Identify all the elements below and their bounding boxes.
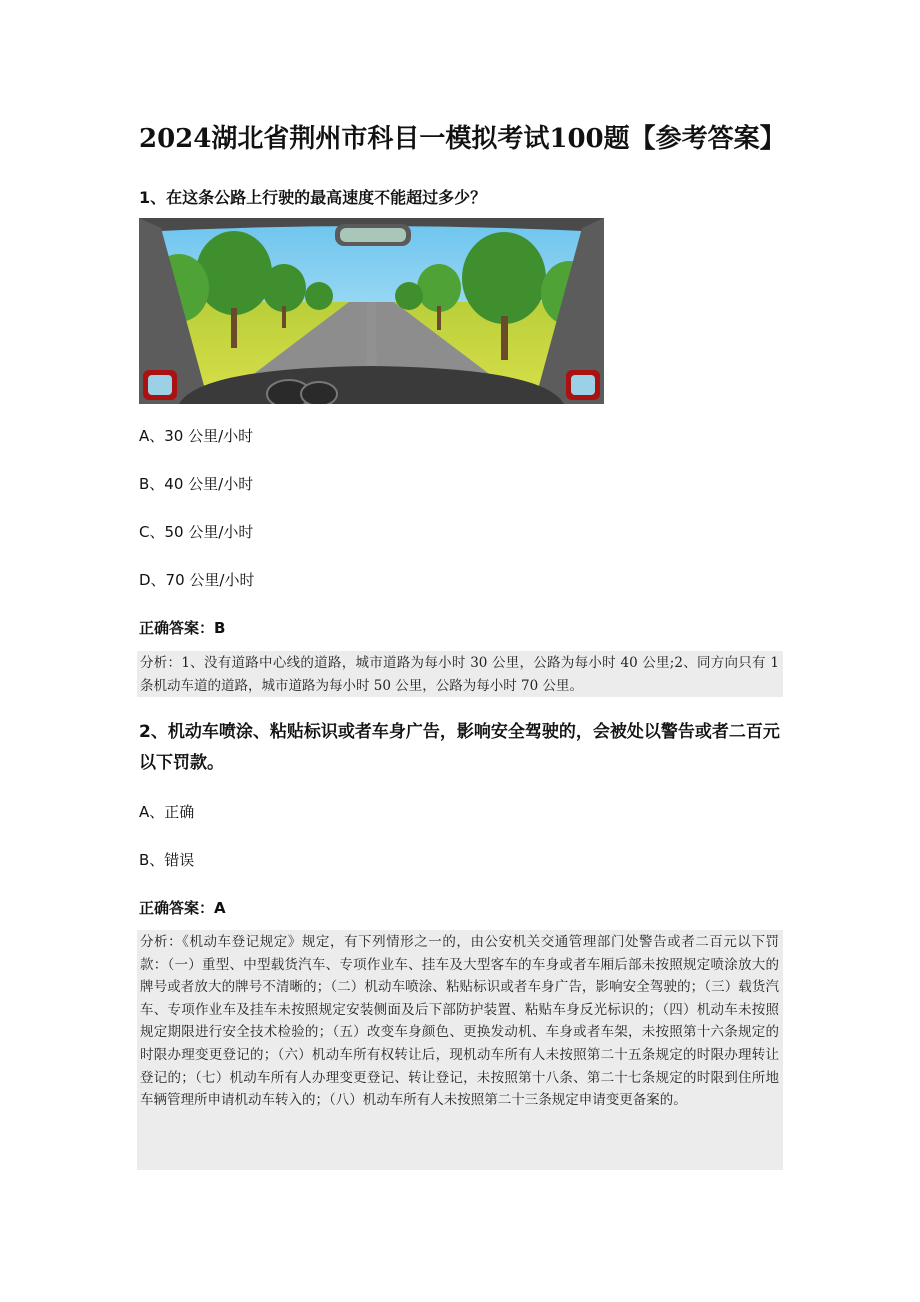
question-2-prompt: 2、机动车喷涂、粘贴标识或者车身广告，影响安全驾驶的，会被处以警告或者二百元以下罚款。: [139, 722, 780, 773]
question-1-prompt: 1、在这条公路上行驶的最高速度不能超过多少？: [139, 188, 487, 207]
question-1-analysis: 分析：1、没有道路中心线的道路，城市道路为每小时 30 公里，公路为每小时 40 公里;2、同方向只有 1 条机动车道的道路，城市道路为每小时 50 公里，公路为每小时 70 公里。: [137, 651, 783, 697]
document-title: 2024湖北省荆州市科目一模拟考试100题【参考答案】: [139, 124, 786, 154]
question-1-answer: 正确答案：B: [139, 619, 226, 637]
question-1-option-c: C、50 公里/小时: [139, 523, 254, 541]
road-scene-image: [139, 218, 604, 404]
question-2-answer: 正确答案：A: [139, 899, 226, 917]
question-1-option-a: A、30 公里/小时: [139, 427, 254, 445]
question-2-option-b: B、错误: [139, 851, 195, 869]
question-1-option-d: D、70 公里/小时: [139, 571, 255, 589]
question-2-analysis: 分析：《机动车登记规定》规定，有下列情形之一的，由公安机关交通管理部门处警告或者二百元以下罚款：（一）重型、中型载货汽车、专项作业车、挂车及大型客车的车身或者车厢后部未按照规定喷涂放大的牌号或者放大的牌号不清晰的；（二）机动车喷涂、粘贴标识或者车身广告，影响安全驾驶的；（三）载货汽车、专项作业车及挂车未按照规定安装侧面及后下部防护装置、粘贴车身反光标识的；（四）机动车未按照规定期限进行安全技术检验的；（五）改变车身颜色、更换发动机、车身或者车架，未按照第十六条规定的时限办理变更登记的；（六）机动车所有权转让后，现机动车所有人未按照第二十五条规定的时限办理转让登记的；（七）机动车所有人办理变更登记、转让登记，未按照第十八条、第二十七条规定的时限到住所地车辆管理所申请机动车转入的；（八）机动车所有人未按照第二十三条规定申请变更备案的。: [137, 930, 783, 1170]
question-2-option-a: A、正确: [139, 803, 195, 821]
question-1-option-b: B、40 公里/小时: [139, 475, 254, 493]
